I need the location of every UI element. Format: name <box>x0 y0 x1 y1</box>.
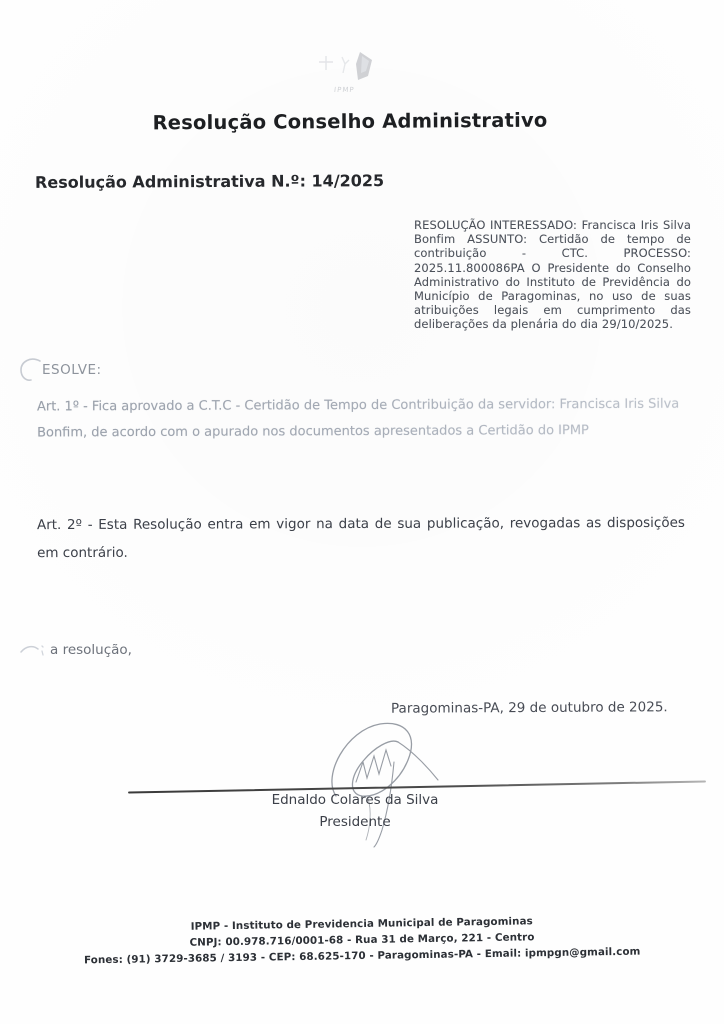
resolution-number: Resolução Administrativa N.º: 14/2025 <box>34 171 385 192</box>
footer-block <box>0 910 724 969</box>
document-title: Resolução Conselho Administrativo <box>152 108 548 135</box>
faded-word-mark-icon <box>18 636 48 664</box>
closing-phrase <box>18 636 132 664</box>
faded-letter-mark-icon <box>18 354 44 386</box>
ipmp-logo-text: IPMP <box>333 86 355 94</box>
closing-text: a resolução, <box>50 642 132 658</box>
resolve-heading <box>18 354 102 386</box>
preamble-block: RESOLUÇÃO INTERESSADO: Francisca Iris Silva Bonfim ASSUNTO: Certidão de tempo de contribuição - CTC. PROCESSO: 2025.11.800086PA O Presidente do Conselho Administrativo do Instituto de Previdência do Município de Paragominas, no uso de suas atribuições legais em cumprimento das deliberações da plenária do dia 29/10/2025. <box>414 218 691 332</box>
signature-block <box>130 792 580 830</box>
article-1-text: Art. 1º - Fica aprovado a C.T.C - Certidão de Tempo de Contribuição da servidor: Francisca Iris Silva Bonfim, de acordo com o apurado nos documentos apresentados a Certidão do IPMP <box>37 392 697 447</box>
signer-role: Presidente <box>319 814 391 830</box>
footer-cnpj-address: CNPJ: 00.978.716/0001-68 - Rua 31 de Março, 221 - Centro <box>189 931 535 949</box>
footer-contact: Fones: (91) 3729-3685 / 3193 - CEP: 68.625-170 - Paragominas-PA - Email: ipmpgn@gmail.com <box>83 945 641 967</box>
place-date-line: Paragominas-PA, 29 de outubro de 2025. <box>391 699 669 717</box>
ipmp-emblem-icon <box>312 48 392 103</box>
resolve-label: ESOLVE: <box>42 362 102 378</box>
ipmp-logo-stamp <box>312 48 392 103</box>
footer-institution: IPMP - Instituto de Previdencia Municipal de Paragominas <box>190 915 533 933</box>
signer-name: Ednaldo Colares da Silva <box>271 792 439 808</box>
article-2-text: Art. 2º - Esta Resolução entra em vigor na data de sua publicação, revogadas as disposições em contrário. <box>36 514 685 562</box>
